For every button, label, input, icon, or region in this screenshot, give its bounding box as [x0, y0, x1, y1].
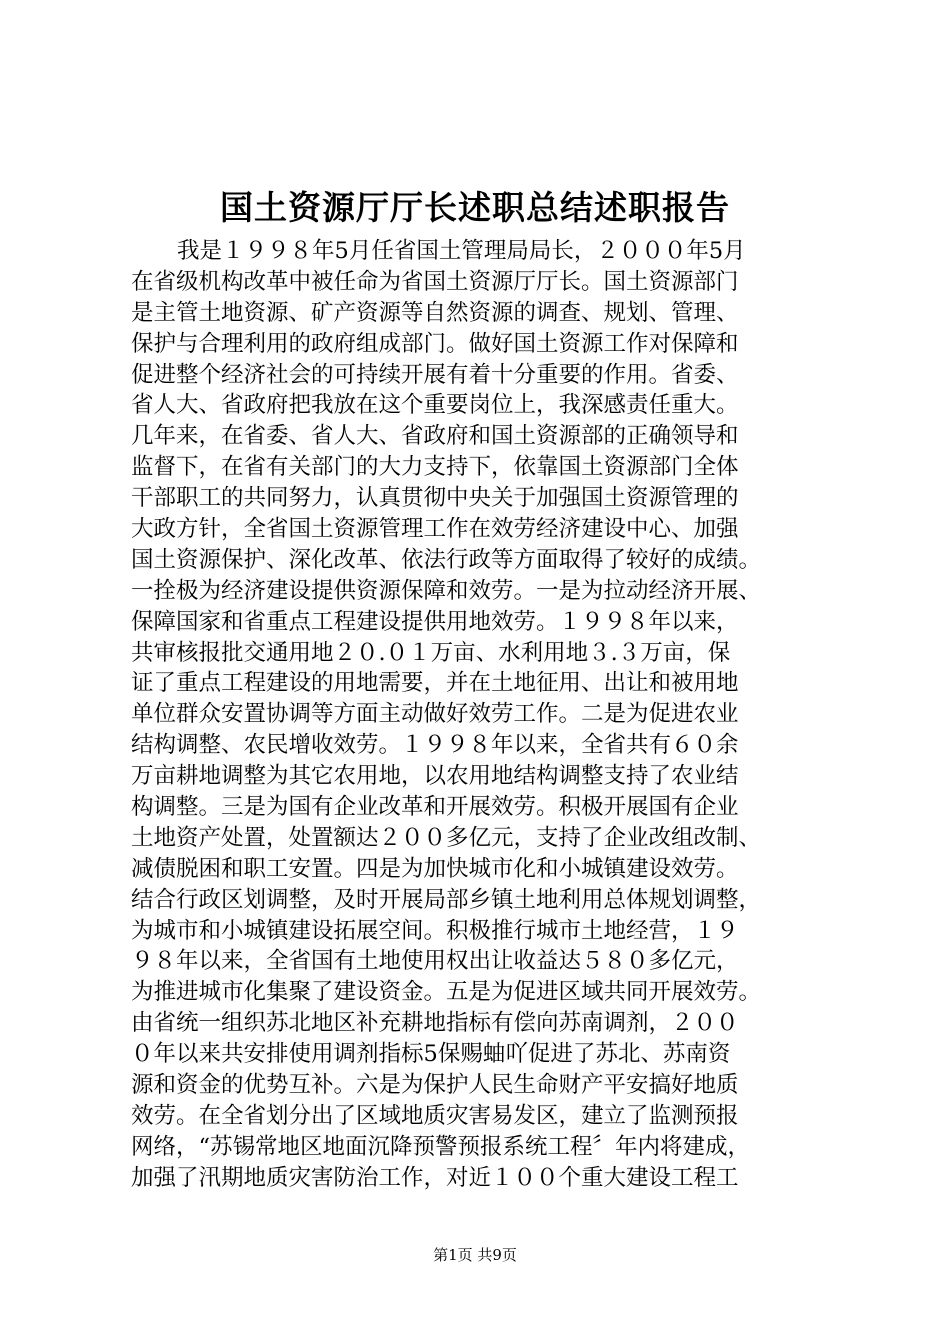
- body-line: 为城市和小城镇建设拓展空间。积极推行城市土地经营，１９: [131, 917, 739, 944]
- body-line: 为推进城市化集聚了建设资金。五是为促进区域共同开展效劳。: [131, 979, 762, 1006]
- body-line: 结构调整、农民增收效劳。１９９８年以来，全省共有６０余: [131, 732, 739, 759]
- body-line: 由省统一组织苏北地区补充耕地指标有偿向苏南调剂，２００: [131, 1010, 739, 1037]
- body-line: 是主管土地资源、矿产资源等自然资源的调查、规划、管理、: [131, 299, 739, 326]
- document-body: [131, 236, 831, 1194]
- page-number-footer: 第1页 共9页: [433, 1246, 517, 1264]
- body-line: 加强了汛期地质灾害防治工作，对近１００个重大建设工程工: [131, 1164, 739, 1191]
- body-line: 构调整。三是为国有企业改革和开展效劳。积极开展国有企业: [131, 794, 739, 821]
- body-line: 保障国家和省重点工程建设提供用地效劳。１９９８年以来，: [131, 608, 739, 635]
- body-line: 国土资源保护、深化改革、依法行政等方面取得了较好的成绩。: [131, 546, 762, 573]
- body-line: 大政方针，全省国土资源管理工作在效劳经济建设中心、加强: [131, 516, 739, 543]
- body-line: 促进整个经济社会的可持续开展有着十分重要的作用。省委、: [131, 361, 739, 388]
- body-line: 在省级机构改革中被任命为省国土资源厅厅长。国土资源部门: [131, 268, 739, 295]
- body-line: 省人大、省政府把我放在这个重要岗位上，我深感责任重大。: [131, 392, 739, 419]
- body-line: 我是１９９８年5月任省国土管理局局长，２０００年5月: [177, 238, 746, 264]
- body-line: 保护与合理利用的政府组成部门。做好国土资源工作对保障和: [131, 330, 739, 357]
- body-line: ０年以来共安排使用调剂指标5保赐蚰吖促进了苏北、苏南资: [131, 1041, 731, 1068]
- body-line: 单位群众安置协调等方面主动做好效劳工作。二是为促进农业: [131, 701, 739, 728]
- body-line: 证了重点工程建设的用地需要，并在土地征用、出让和被用地: [131, 670, 739, 697]
- document-title: 国土资源厅厅长述职总结述职报告: [220, 188, 730, 227]
- body-line: 结合行政区划调整，及时开展局部乡镇土地利用总体规划调整，: [131, 886, 762, 913]
- body-line: ９８年以来，全省国有土地使用权出让收益达５８０多亿元，: [131, 948, 739, 975]
- body-line: 几年来，在省委、省人大、省政府和国土资源部的正确领导和: [131, 423, 739, 450]
- body-line: 共审核报批交通用地２０.０１万亩、水利用地３.３万亩，保: [131, 639, 731, 666]
- body-line: 土地资产处置，处置额达２００多亿元，支持了企业改组改制、: [131, 824, 762, 851]
- body-line: 万亩耕地调整为其它农用地，以农用地结构调整支持了农业结: [131, 763, 739, 790]
- body-line: 效劳。在全省划分出了区域地质灾害易发区，建立了监测预报: [131, 1102, 739, 1129]
- body-line: 减债脱困和职工安置。四是为加快城市化和小城镇建设效劳。: [131, 855, 739, 882]
- body-line: 一拴极为经济建设提供资源保障和效劳。一是为拉动经济开展、: [131, 577, 762, 604]
- body-line: 源和资金的优势互补。六是为保护人民生命财产平安搞好地质: [131, 1072, 739, 1099]
- body-line: 监督下，在省有关部门的大力支持下，依靠国土资源部门全体: [131, 454, 739, 481]
- body-line: 网络，“苏锡常地区地面沉降预警预报系统工程〞年内将建成，: [131, 1133, 751, 1160]
- body-line: 干部职工的共同努力，认真贯彻中央关于加强国土资源管理的: [131, 485, 739, 512]
